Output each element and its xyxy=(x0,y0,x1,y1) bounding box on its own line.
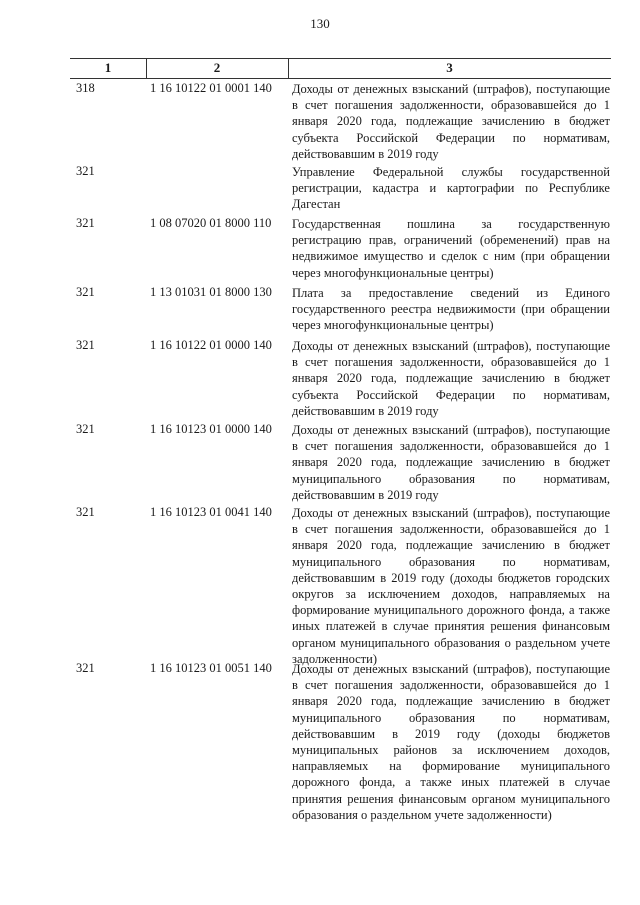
row-code: 1 16 10123 01 0000 140 xyxy=(150,422,272,436)
row-number: 321 xyxy=(76,285,95,299)
row-description: Доходы от денежных взысканий (штрафов), поступающие в счет погашения задолженности, образовавшейся до 1 января 2020 года, подлежащие зачислению в бюджет муниципального образования по нормативам, действовавшим в 2019 году (доходы бюджетов муниципальных районов за исключением доходов, направляемых на формирование муниципального дорожного фонда, а также иных платежей в случае принятия решения финансовым органом муниципального образования о раздельном учете задолженности) xyxy=(292,662,610,822)
row-description: Доходы от денежных взысканий (штрафов), поступающие в счет погашения задолженности, образовавшейся до 1 января 2020 года, подлежащие зачислению в бюджет муниципального образования по нормативам, действовавшим в 2019 году xyxy=(292,423,610,502)
header-col-1: 1 xyxy=(104,60,112,75)
row-code: 1 16 10123 01 0041 140 xyxy=(150,505,272,519)
row-number: 321 xyxy=(76,505,95,519)
header-top-rule xyxy=(70,58,611,59)
row-number: 321 xyxy=(76,164,95,178)
row-number: 318 xyxy=(76,81,95,95)
row-description: Доходы от денежных взысканий (штрафов), поступающие в счет погашения задолженности, образовавшейся до 1 января 2020 года, подлежащие зачислению в бюджет субъекта Российской Федерации по нормативам, действовавшим в 2019 году xyxy=(292,82,610,161)
row-description: Государственная пошлина за государственную регистрацию прав, ограничений (обременений) прав на недвижимое имущество и сделок с ним (при обращении через многофункциональные центры) xyxy=(292,217,610,280)
row-code: 1 16 10123 01 0051 140 xyxy=(150,661,272,675)
row-code: 1 16 10122 01 0000 140 xyxy=(150,338,272,352)
page-number: 130 xyxy=(310,16,330,31)
header-bottom-rule xyxy=(70,78,611,79)
header-col-2: 2 xyxy=(213,60,221,75)
row-number: 321 xyxy=(76,422,95,436)
row-description: Доходы от денежных взысканий (штрафов), поступающие в счет погашения задолженности, образовавшейся до 1 января 2020 года, подлежащие зачислению в бюджет субъекта Российской Федерации по нормативам, действовавшим в 2019 году xyxy=(292,339,610,418)
row-description: Доходы от денежных взысканий (штрафов), поступающие в счет погашения задолженности, образовавшейся до 1 января 2020 года, подлежащие зачислению в бюджет муниципального образования по нормативам, действовавшим в 2019 году (доходы бюджетов городских округов за исключением доходов, направляемых на формирование муниципального дорожного фонда, а также иных платежей в случае принятия решения финансовым органом муниципального образования о раздельном учете задолженности) xyxy=(292,506,610,666)
header-col-3: 3 xyxy=(446,60,453,75)
row-number: 321 xyxy=(76,661,95,675)
row-code: 1 08 07020 01 8000 110 xyxy=(150,216,272,230)
row-description: Управление Федеральной службы государственной регистрации, кадастра и картографии по Республике Дагестан xyxy=(292,165,610,212)
row-number: 321 xyxy=(76,216,95,230)
row-code: 1 16 10122 01 0001 140 xyxy=(150,81,272,95)
row-number: 321 xyxy=(76,338,95,352)
row-code: 1 13 01031 01 8000 130 xyxy=(150,285,272,299)
row-description: Плата за предоставление сведений из Единого государственного реестра недвижимости (при обращении через многофункциональные центры) xyxy=(292,286,610,333)
